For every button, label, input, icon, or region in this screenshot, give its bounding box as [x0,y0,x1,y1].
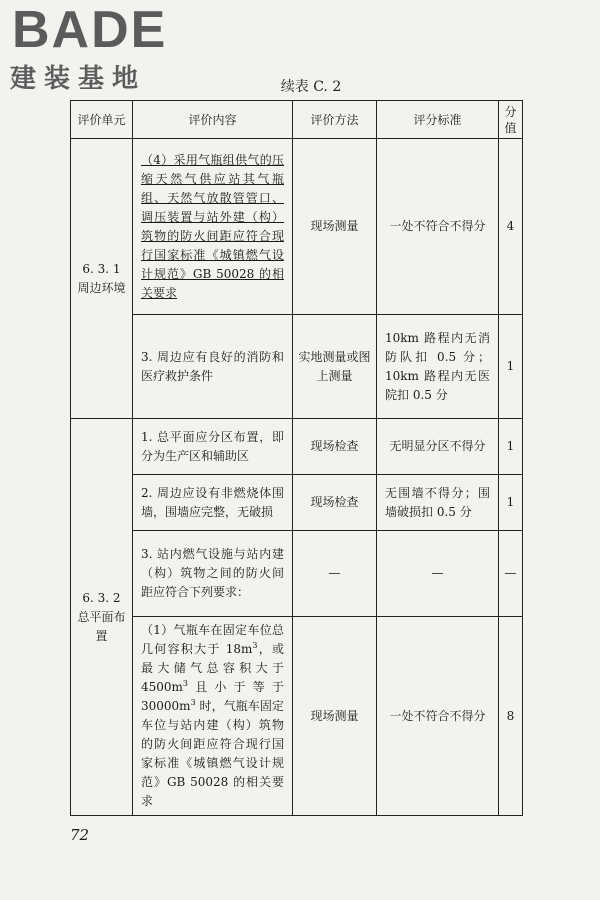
table-row [71,419,523,475]
table-header-row [71,101,523,139]
table-caption: 续表 C. 2 [280,79,342,95]
header-standard: 评分标准 [377,101,499,139]
superscript: 3 [182,679,189,688]
header-unit: 评价单元 [71,101,133,139]
logo-subtitle: 建装基地 [10,64,147,94]
row-standard: 无明显分区不得分 [377,419,499,475]
row-score: — [499,531,523,617]
superscript: 3 [190,698,196,707]
row-content-part: 且小于等于 30000m [141,680,284,713]
row-method: — [293,531,377,617]
table-row [71,315,523,419]
row-method: 实地测量或图上测量 [293,315,377,419]
row-standard: 一处不符合不得分 [377,139,499,315]
row-score: 1 [499,315,523,419]
header-content: 评价内容 [133,101,293,139]
row-content-part: （1）气瓶车在固定车位总几何容积大于 18m [141,623,284,656]
section-name: 总平面布置 [77,609,126,643]
row-content-part: 时，气瓶车固定车位与站内建（构）筑物的防火间距应符合现行国家标准《城镇燃气设计规范》GB 50028 的相关要求 [141,699,284,808]
page-number: 72 [70,826,90,844]
section-code: 6. 3. 2 [82,590,121,605]
row-content: 1. 总平面应分区布置，即分为生产区和辅助区 [133,419,293,475]
row-method: 现场检查 [293,475,377,531]
row-content-part: ，或最大储气总容积大于 4500m [141,642,284,694]
evaluation-table [70,100,523,816]
row-score: 1 [499,475,523,531]
row-standard: 10km 路程内无消防队扣 0.5 分；10km 路程内无医院扣 0.5 分 [377,315,499,419]
row-content: 2. 周边应设有非燃烧体围墙，围墙应完整，无破损 [133,475,293,531]
row-method: 现场测量 [293,617,377,816]
table-row [71,475,523,531]
row-score: 8 [499,617,523,816]
row-content: （4）采用气瓶组供气的压缩天然气供应站其气瓶组、天然气放散管管口、调压装置与站外建（构）筑物的防火间距应符合现行国家标准《城镇燃气设计规范》GB 50028 的相关要求 [133,139,293,315]
row-score: 4 [499,139,523,315]
table-row [71,617,523,816]
row-method: 现场检查 [293,419,377,475]
row-method: 现场测量 [293,139,377,315]
logo [8,1,178,94]
section-cell [71,139,133,419]
section-name: 周边环境 [77,280,126,295]
superscript: 3 [252,641,258,650]
logo-brand: BADE [12,1,168,59]
table-row [71,531,523,617]
section-cell [71,419,133,816]
row-standard: 无围墙不得分；围墙破损扣 0.5 分 [377,475,499,531]
row-content [133,617,293,816]
table-row [71,139,523,315]
header-score: 分值 [499,101,523,139]
row-standard: — [377,531,499,617]
row-content: 3. 周边应有良好的消防和医疗救护条件 [133,315,293,419]
header-method: 评价方法 [293,101,377,139]
section-code: 6. 3. 1 [82,261,121,276]
row-score: 1 [499,419,523,475]
row-content: 3. 站内燃气设施与站内建（构）筑物之间的防火间距应符合下列要求： [133,531,293,617]
row-standard: 一处不符合不得分 [377,617,499,816]
